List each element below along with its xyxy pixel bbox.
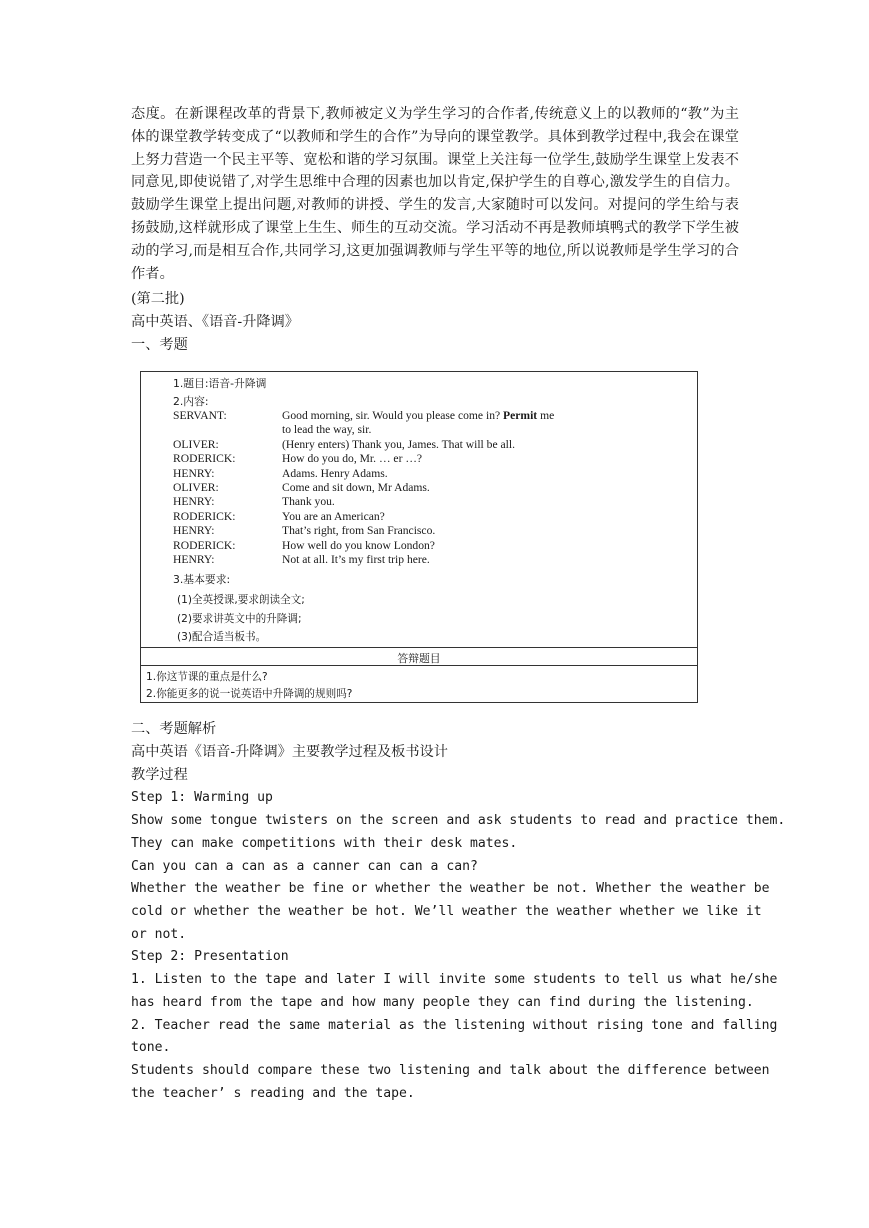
- dialogue-speaker: HENRY:: [173, 524, 215, 537]
- dialogue-text: to lead the way, sir.: [282, 423, 372, 436]
- dialogue-line: [173, 438, 515, 451]
- dialogue-text: Good morning, sir. Would you please come in? Permit me: [282, 409, 555, 422]
- step2-line: tone.: [131, 1040, 171, 1056]
- step1-line: They can make competitions with their desk mates.: [131, 835, 518, 851]
- dialogue-speaker: RODERICK:: [173, 510, 236, 523]
- step1-body: [131, 810, 786, 947]
- defense-question: 2.你能更多的说一说英语中升降调的规则吗?: [146, 688, 353, 700]
- defense-question: 1.你这节课的重点是什么?: [146, 671, 268, 683]
- step1-line: or not.: [131, 926, 187, 942]
- dialogue-speaker: RODERICK:: [173, 539, 236, 552]
- dialogue-text: Come and sit down, Mr Adams.: [282, 481, 430, 494]
- dialogue-line: [173, 495, 335, 508]
- step1-line: cold or whether the weather be hot. We’ll weather the weather whether we like it: [131, 904, 762, 920]
- table-divider: [141, 665, 697, 666]
- table-divider: [141, 647, 697, 648]
- requirement-item: (1)全英授课,要求朗读全文;: [177, 594, 305, 606]
- requirements-label: 3.基本要求:: [173, 573, 231, 586]
- section-heading-exam: 一、考题: [131, 337, 188, 353]
- step1-line: Can you can a can as a canner can can a can?: [131, 858, 478, 874]
- step1-line: Whether the weather be fine or whether the weather be not. Whether the weather be: [131, 881, 770, 897]
- dialogue-speaker: SERVANT:: [173, 409, 227, 422]
- dialogue-line: [173, 553, 430, 566]
- defense-title: 答辩题目: [397, 652, 441, 665]
- requirement-item: (2)要求讲英文中的升降调;: [177, 613, 302, 625]
- dialogue-text: (Henry enters) Thank you, James. That will be all.: [282, 438, 515, 451]
- step2-body: [131, 969, 778, 1106]
- step2-line: has heard from the tape and how many people they can find during the listening.: [131, 994, 754, 1010]
- dialogue-speaker: HENRY:: [173, 553, 215, 566]
- step2-line: Students should compare these two listening and talk about the difference between: [131, 1063, 770, 1079]
- dialogue-line: [173, 423, 371, 436]
- intro-paragraph: 态度。在新课程改革的背景下,教师被定义为学生学习的合作者,传统意义上的以教师的“教”为主体的课堂教学转变成了“以教师和学生的合作”为导向的课堂教学。具体到教学过程中,我会在课堂上努力营造一个民主平等、宽松和谐的学习氛围。课堂上关注每一位学生,鼓励学生课堂上发表不同意见,即使说错了,对学生思维中合理的因素也加以肯定,保护学生的自尊心,激发学生的自信力。鼓励学生课堂上提出问题,对教师的讲授、学生的发言,大家随时可以发问。对提问的学生给与表扬鼓励,这样就形成了课堂上生生、师生的互动交流。学习活动不再是教师填鸭式的教学下学生被动的学习,而是相互合作,共同学习,这更加强调教师与学生平等的地位,所以说教师是学生学习的合作者。: [131, 106, 739, 282]
- exam-content-label: 2.内容:: [173, 395, 209, 408]
- step1-line: Show some tongue twisters on the screen and ask students to read and practice them.: [131, 813, 786, 828]
- exam-title-line: 1.题目:语音-升降调: [173, 377, 267, 390]
- dialogue-line: [173, 409, 554, 422]
- dialogue-line: [173, 467, 388, 480]
- dialogue-speaker: OLIVER:: [173, 438, 219, 451]
- batch-label: (第二批): [131, 291, 185, 307]
- dialogue-line: [173, 524, 435, 537]
- dialogue-speaker: OLIVER:: [173, 481, 219, 494]
- dialogue-line: [173, 539, 435, 552]
- dialogue-text: Not at all. It’s my first trip here.: [282, 553, 430, 566]
- step2-title: Step 2: Presentation: [131, 949, 289, 964]
- dialogue-text: How well do you know London?: [282, 539, 435, 552]
- requirement-item: (3)配合适当板书。: [177, 631, 267, 643]
- dialogue-speaker: HENRY:: [173, 467, 215, 480]
- dialogue-text: Adams. Henry Adams.: [282, 467, 388, 480]
- dialogue-text: That’s right, from San Francisco.: [282, 524, 436, 537]
- step2-line: 2. Teacher read the same material as the listening without rising tone and falling: [131, 1017, 778, 1033]
- step1-title: Step 1: Warming up: [131, 790, 273, 805]
- process-label: 教学过程: [131, 767, 188, 783]
- dialogue-text: You are an American?: [282, 510, 385, 523]
- dialogue-line: [173, 510, 385, 523]
- dialogue-text: Thank you.: [282, 495, 335, 508]
- dialogue-speaker: RODERICK:: [173, 452, 236, 465]
- section-heading-analysis: 二、考题解析: [131, 721, 217, 737]
- dialogue-text: How do you do, Mr. … er …?: [282, 452, 423, 465]
- exam-question-box: [140, 371, 698, 703]
- dialogue-emphasis: Permit: [503, 409, 538, 422]
- dialogue-speaker: HENRY:: [173, 495, 215, 508]
- analysis-title: 高中英语《语音-升降调》主要教学过程及板书设计: [131, 744, 448, 760]
- dialogue-line: [173, 452, 422, 465]
- step2-line: the teacher’ s reading and the tape.: [131, 1085, 415, 1101]
- dialogue-line: [173, 481, 430, 494]
- step2-line: 1. Listen to the tape and later I will invite some students to tell us what he/she: [131, 972, 778, 987]
- course-title: 高中英语、《语音-升降调》: [131, 314, 299, 330]
